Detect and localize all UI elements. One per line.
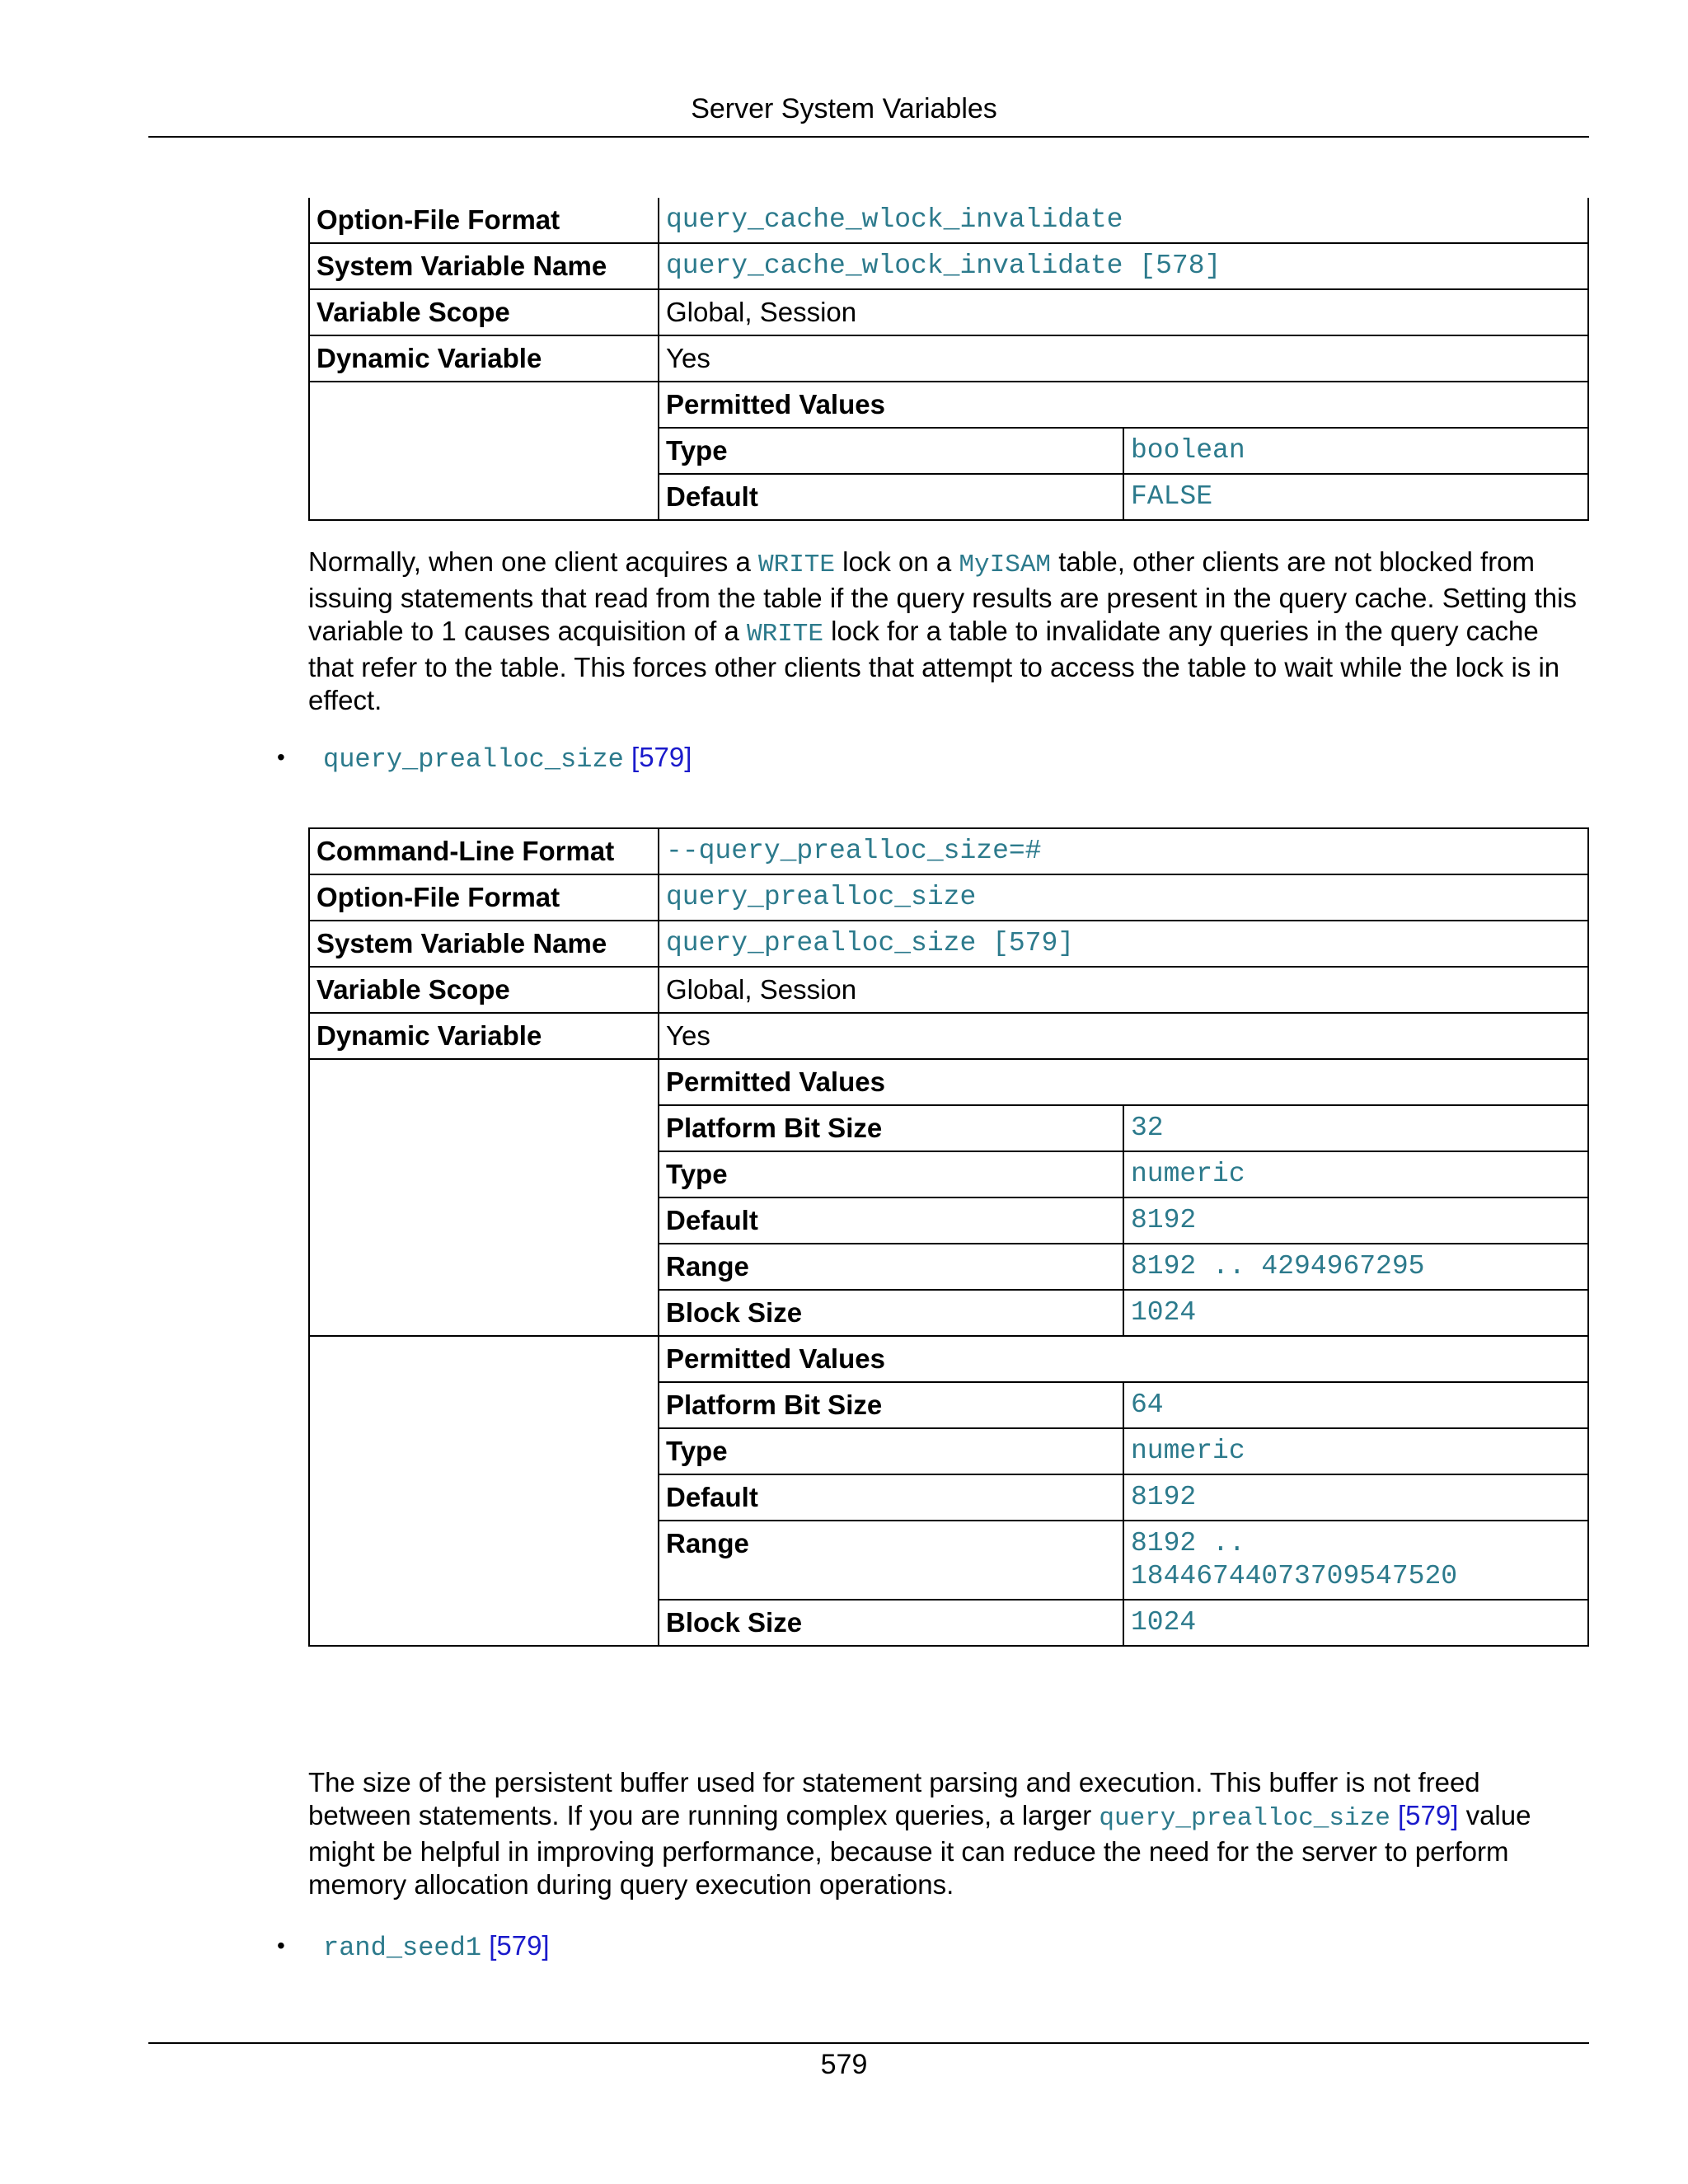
permitted-value: 8192 bbox=[1123, 1474, 1587, 1521]
row-label: Command-Line Format bbox=[309, 828, 659, 874]
row-label: Dynamic Variable bbox=[309, 335, 659, 382]
permitted-label: Block Size bbox=[659, 1290, 1123, 1335]
permitted-value: numeric bbox=[1123, 1151, 1587, 1197]
permitted-label: Platform Bit Size bbox=[659, 1382, 1123, 1428]
row-value: Global, Session bbox=[659, 289, 1588, 335]
permitted-row bbox=[659, 1428, 1587, 1474]
variable-link[interactable]: query_prealloc_size bbox=[323, 744, 624, 775]
bullet-icon: • bbox=[277, 1933, 285, 1958]
permitted-row bbox=[659, 1382, 1587, 1428]
permitted-row bbox=[659, 474, 1587, 519]
table-row bbox=[309, 921, 1588, 967]
permitted-label: Type bbox=[659, 1428, 1123, 1474]
row-value: Yes bbox=[659, 1013, 1588, 1059]
table-row bbox=[309, 243, 1588, 289]
bullet-icon: • bbox=[277, 744, 285, 770]
table-row bbox=[309, 289, 1588, 335]
permitted-label: Range bbox=[659, 1244, 1123, 1290]
permitted-values-cell bbox=[659, 382, 1588, 520]
header-rule bbox=[148, 136, 1589, 138]
table-row bbox=[309, 967, 1588, 1013]
permitted-values-table bbox=[659, 1060, 1587, 1335]
page-ref-link[interactable]: [579] bbox=[1398, 1800, 1459, 1830]
row-label: Option-File Format bbox=[309, 874, 659, 921]
permitted-row bbox=[659, 428, 1587, 474]
permitted-values-heading: Permitted Values bbox=[659, 382, 1587, 428]
permitted-label: Default bbox=[659, 1197, 1123, 1244]
code-write: WRITE bbox=[757, 551, 835, 579]
empty-label-cell bbox=[309, 1059, 659, 1336]
variable-table-query-prealloc-size bbox=[308, 827, 1589, 1647]
empty-label-cell bbox=[309, 1336, 659, 1646]
permitted-row bbox=[659, 1600, 1587, 1645]
empty-label-cell bbox=[309, 382, 659, 520]
table-row bbox=[309, 1013, 1588, 1059]
permitted-row bbox=[659, 1521, 1587, 1600]
permitted-values-cell-32 bbox=[659, 1059, 1588, 1336]
permitted-label: Type bbox=[659, 428, 1123, 474]
table-row bbox=[309, 198, 1588, 243]
text: lock on a bbox=[835, 546, 959, 577]
row-label: Option-File Format bbox=[309, 198, 659, 243]
table-row bbox=[309, 828, 1588, 874]
table-row bbox=[309, 1336, 1588, 1646]
page-header: Server System Variables bbox=[691, 93, 997, 124]
table-row bbox=[309, 874, 1588, 921]
permitted-value: 64 bbox=[1123, 1382, 1587, 1428]
permitted-row bbox=[659, 1244, 1587, 1290]
description-paragraph bbox=[308, 1766, 1578, 1901]
text: The size of the persistent buffer used for statement parsing and execution. This buffer is not freed between statements. If you are running complex queries, a larger bbox=[308, 1767, 1480, 1830]
row-label: System Variable Name bbox=[309, 921, 659, 967]
text: Normally, when one client acquires a bbox=[308, 546, 758, 577]
permitted-values-table bbox=[659, 382, 1587, 519]
permitted-value: boolean bbox=[1123, 428, 1587, 474]
permitted-row bbox=[659, 1105, 1587, 1151]
permitted-value: 32 bbox=[1123, 1105, 1587, 1151]
variable-link[interactable]: query_prealloc_size bbox=[1099, 1804, 1390, 1833]
permitted-value: 1024 bbox=[1131, 1297, 1197, 1328]
permitted-values-heading: Permitted Values bbox=[659, 1337, 1587, 1382]
permitted-value: 8192 .. 18446744073709547520 bbox=[1123, 1521, 1587, 1600]
permitted-row bbox=[659, 1290, 1587, 1335]
permitted-value: FALSE bbox=[1131, 481, 1213, 512]
row-label: System Variable Name bbox=[309, 243, 659, 289]
code-write: WRITE bbox=[746, 620, 823, 649]
permitted-row bbox=[659, 1474, 1587, 1521]
text: table, other clients are not blocked from issuing statements that read from the table if the query results are present in the query cache. Setting this variable to 1 causes acquisition of a bbox=[308, 546, 1577, 646]
description-paragraph bbox=[308, 546, 1578, 717]
permitted-value: numeric bbox=[1123, 1428, 1587, 1474]
text: lock for a table to invalidate any queries in the query cache that refer to the table. This forces other clients that attempt to access the table to wait while the lock is in effect. bbox=[308, 616, 1560, 715]
permitted-label: Platform Bit Size bbox=[659, 1105, 1123, 1151]
permitted-row bbox=[659, 1151, 1587, 1197]
row-label: Dynamic Variable bbox=[309, 1013, 659, 1059]
row-value: query_prealloc_size bbox=[659, 874, 1588, 921]
permitted-value: 8192 .. 4294967295 bbox=[1123, 1244, 1587, 1290]
variable-link[interactable]: rand_seed1 bbox=[323, 1933, 482, 1963]
page-ref-link[interactable]: [579] bbox=[631, 742, 692, 772]
permitted-value: 8192 bbox=[1123, 1197, 1587, 1244]
table-row bbox=[309, 382, 1588, 520]
permitted-row bbox=[659, 1197, 1587, 1244]
table-row bbox=[309, 1059, 1588, 1336]
row-label: Variable Scope bbox=[309, 967, 659, 1013]
table-row bbox=[309, 335, 1588, 382]
footer-rule bbox=[148, 2042, 1589, 2044]
code-myisam: MyISAM bbox=[959, 551, 1052, 579]
permitted-label: Range bbox=[659, 1521, 1123, 1600]
permitted-label: Block Size bbox=[659, 1600, 1123, 1645]
permitted-label: Default bbox=[659, 474, 1123, 519]
permitted-values-table bbox=[659, 1337, 1587, 1645]
permitted-label: Default bbox=[659, 1474, 1123, 1521]
system-variable-link[interactable]: query_prealloc_size [579] bbox=[659, 921, 1588, 967]
row-label: Variable Scope bbox=[309, 289, 659, 335]
permitted-label: Type bbox=[659, 1151, 1123, 1197]
system-variable-link[interactable]: query_cache_wlock_invalidate [578] bbox=[659, 243, 1588, 289]
row-value: Global, Session bbox=[659, 967, 1588, 1013]
row-value: --query_prealloc_size=# bbox=[659, 828, 1588, 874]
page-ref-link[interactable]: [579] bbox=[489, 1930, 550, 1961]
text: value might be helpful in improving performance, because it can reduce the need for the server to perform memory allocation during query execution operations. bbox=[308, 1800, 1531, 1900]
variable-table-query-cache-wlock-invalidate bbox=[308, 198, 1589, 521]
permitted-values-cell-64 bbox=[659, 1336, 1588, 1646]
page-number: 579 bbox=[820, 2049, 868, 2080]
row-value: Yes bbox=[659, 335, 1588, 382]
row-value: query_cache_wlock_invalidate bbox=[659, 198, 1588, 243]
permitted-value: 1024 bbox=[1131, 1607, 1197, 1638]
permitted-values-heading: Permitted Values bbox=[659, 1060, 1587, 1105]
